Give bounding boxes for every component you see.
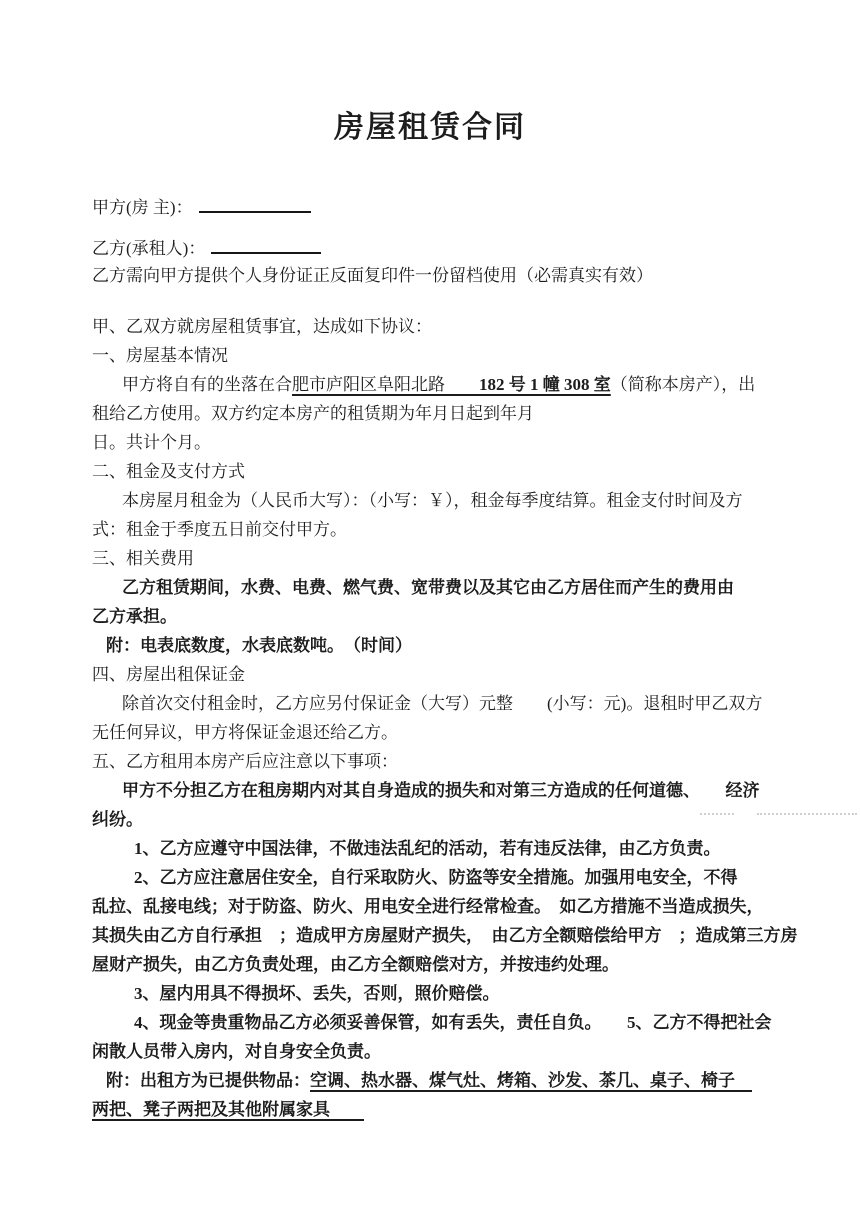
party-a-blank — [199, 197, 311, 213]
text-segment: 3、屋内用具不得损坏、丢失，否则，照价赔偿。 — [134, 984, 500, 1003]
text-segment: 除首次交付租金时，乙方应另付保证金（大写）元整 (小写：元)。退租时甲乙双方 — [122, 694, 763, 713]
text-segment: 甲、乙双方就房屋租赁事宜，达成如下协议： — [92, 317, 432, 336]
text-segment: 无任何异议，甲方将保证金退还给乙方。 — [92, 723, 398, 742]
contract-line — [92, 312, 812, 341]
contract-line — [92, 1095, 812, 1124]
text-segment: 2、乙方应注意居住安全，自行采取防火、防盗等安全措施。加强用电安全，不得 — [134, 868, 738, 887]
text-segment: 四、房屋出租保证金 — [92, 665, 245, 684]
text-segment: 1、乙方应遵守中国法律，不做违法乱纪的活动，若有违反法律，由乙方负责。 — [134, 839, 721, 858]
contract-line — [92, 515, 812, 544]
party-b-line — [92, 234, 321, 259]
contract-line — [92, 892, 812, 921]
contract-line — [92, 747, 812, 776]
contract-line — [92, 457, 812, 486]
contract-line — [92, 370, 812, 399]
contract-line — [92, 979, 812, 1008]
text-segment: 两把、凳子两把及其他附属家具 — [92, 1100, 364, 1119]
text-segment: 本房屋月租金为（人民币大写）：（小写：￥），租金每季度结算。租金支付时间及方 — [122, 491, 743, 510]
contract-line — [92, 718, 812, 747]
text-segment: 4、现金等贵重物品乙方必须妥善保管，如有丢失，责任自负。 5、乙方不得把社会 — [134, 1013, 772, 1032]
party-b-blank — [211, 238, 321, 254]
text-segment: 肥市庐阳区阜阳北路 — [292, 375, 479, 394]
contract-line — [92, 660, 812, 689]
contract-line — [92, 863, 812, 892]
text-segment: （简称本房产），出 — [610, 375, 756, 394]
contract-line — [92, 544, 812, 573]
text-segment: 附：出租方为已提供物品： — [106, 1071, 310, 1090]
text-segment: 二、租金及支付方式 — [92, 462, 245, 481]
text-segment: 甲方不分担乙方在租房期内对其自身造成的损失和对第三方造成的任何道德、 经济 — [122, 781, 760, 800]
id-note: 乙方需向甲方提供个人身份证正反面复印件一份留档使用（必需真实有效） — [92, 266, 653, 285]
contract-line — [92, 776, 812, 805]
contract-line — [92, 341, 812, 370]
contract-line — [92, 631, 812, 660]
text-segment: 三、相关费用 — [92, 549, 194, 568]
contract-line — [92, 399, 812, 428]
text-segment: 纠纷。 — [92, 810, 143, 829]
scan-artifact-dashed-line — [700, 813, 734, 815]
page-title: 房屋租赁合同 — [334, 111, 526, 144]
contract-line — [92, 1037, 812, 1066]
contract-line — [92, 921, 812, 950]
text-segment: 乱拉、乱接电线；对于防盗、防火、用电安全进行经常检查。 如乙方措施不当造成损失， — [92, 897, 764, 916]
contract-line — [92, 602, 812, 631]
party-a-line — [92, 193, 311, 218]
contract-line — [92, 486, 812, 515]
text-segment: 一、房屋基本情况 — [92, 346, 228, 365]
text-segment: 乙方承担。 — [92, 607, 177, 626]
contract-line — [92, 805, 812, 834]
contract-line — [92, 428, 812, 457]
contract-line — [92, 1066, 812, 1095]
text-segment: 甲方将自有的坐落在合 — [122, 375, 292, 394]
text-segment: 五、乙方租用本房产后应注意以下事项： — [92, 752, 398, 771]
text-segment: 空调、热水器、煤气灶、烤箱、沙发、茶几、桌子、椅子 — [310, 1071, 752, 1090]
party-b-label: 乙方(承租人)： — [92, 239, 206, 258]
contract-line — [92, 689, 812, 718]
scan-artifact-dashed-line — [757, 813, 857, 815]
text-segment: 屋财产损失，由乙方负责处理，由乙方全额赔偿对方，并按违约处理。 — [92, 955, 619, 974]
contract-body — [92, 312, 812, 1124]
text-segment: 乙方租赁期间，水费、电费、燃气费、宽带费以及其它由乙方居住而产生的费用由 — [122, 578, 734, 597]
contract-line — [92, 573, 812, 602]
text-segment: 182 号 1 幢 308 室 — [479, 375, 611, 394]
text-segment: 其损失由乙方自行承担 ；造成甲方房屋财产损失， 由乙方全额赔偿给甲方 ；造成第三方房 — [92, 926, 798, 945]
contract-line — [92, 950, 812, 979]
text-segment: 附：电表底数度，水表底数吨。 （时间） — [106, 636, 412, 655]
text-segment: 租给乙方使用。双方约定本房产的租赁期为年月日起到年月 — [92, 404, 534, 423]
text-segment: 式：租金于季度五日前交付甲方。 — [92, 520, 347, 539]
contract-line — [92, 1008, 812, 1037]
text-segment: 闲散人员带入房内，对自身安全负责。 — [92, 1042, 381, 1061]
party-a-label: 甲方(房 主)： — [92, 198, 193, 217]
contract-line — [92, 834, 812, 863]
text-segment: 日。共计个月。 — [92, 433, 211, 452]
